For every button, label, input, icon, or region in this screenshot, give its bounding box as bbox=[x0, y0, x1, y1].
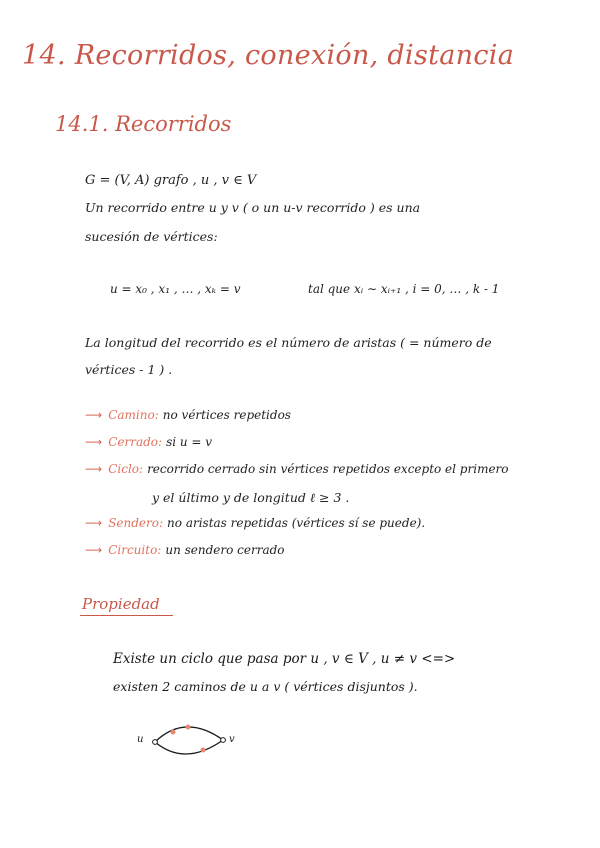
term-circuito bbox=[85, 543, 285, 557]
property-underline bbox=[80, 615, 173, 616]
sequence-condition: tal que xᵢ ∼ xᵢ₊₁ , i = 0, … , k - 1 bbox=[308, 282, 500, 296]
inner-vertex-lower bbox=[201, 748, 206, 753]
inner-vertex-upper-2 bbox=[186, 725, 191, 730]
term-description: si u = v bbox=[166, 435, 213, 449]
term-name: Sendero: bbox=[108, 516, 164, 530]
property-line-2: existen 2 caminos de u a v ( vértices disjuntos ). bbox=[113, 679, 418, 694]
length-line-1: La longitud del recorrido es el número de aristas ( = número de bbox=[85, 335, 492, 350]
term-sendero bbox=[85, 516, 425, 530]
term-name: Camino: bbox=[108, 408, 159, 422]
arrow-icon: ⟶ bbox=[85, 516, 103, 530]
length-line-2: vértices - 1 ) . bbox=[85, 362, 173, 377]
diagram-label-u: u bbox=[137, 734, 144, 745]
term-cerrado bbox=[85, 435, 212, 449]
arrow-icon: ⟶ bbox=[85, 435, 103, 449]
vertex-u bbox=[153, 740, 158, 745]
term-ciclo-continuation: y el último y de longitud ℓ ≥ 3 . bbox=[152, 490, 350, 505]
property-title: Propiedad bbox=[82, 595, 160, 613]
term-description: no aristas repetidas (vértices sí se puede). bbox=[167, 516, 426, 530]
term-name: Cerrado: bbox=[108, 435, 163, 449]
graph-definition: G = (V, A) grafo , u , v ∈ V bbox=[85, 173, 257, 188]
term-name: Ciclo: bbox=[108, 462, 144, 476]
term-ciclo bbox=[85, 462, 509, 476]
definition-line-1: Un recorrido entre u y v ( o un u-v recorrido ) es una bbox=[85, 200, 421, 215]
lower-path bbox=[155, 740, 223, 754]
term-description: un sendero cerrado bbox=[165, 543, 285, 557]
term-name: Circuito: bbox=[108, 543, 162, 557]
section-title: 14.1. Recorridos bbox=[55, 112, 232, 136]
term-camino bbox=[85, 408, 291, 422]
inner-vertex-upper-1 bbox=[171, 730, 176, 735]
arrow-icon: ⟶ bbox=[85, 462, 103, 476]
vertex-v bbox=[221, 738, 226, 743]
diagram-label-v: v bbox=[229, 734, 235, 745]
vertex-sequence: u = x₀ , x₁ , … , xₖ = v bbox=[110, 282, 241, 296]
page-title: 14. Recorridos, conexión, distancia bbox=[22, 40, 515, 71]
term-description: recorrido cerrado sin vértices repetidos excepto el primero bbox=[147, 462, 509, 476]
property-line-1: Existe un ciclo que pasa por u , v ∈ V , u ≠ v <=> bbox=[113, 651, 456, 667]
arrow-icon: ⟶ bbox=[85, 408, 103, 422]
term-description: no vértices repetidos bbox=[162, 408, 291, 422]
definition-line-2: sucesión de vértices: bbox=[85, 229, 218, 244]
arrow-icon: ⟶ bbox=[85, 543, 103, 557]
